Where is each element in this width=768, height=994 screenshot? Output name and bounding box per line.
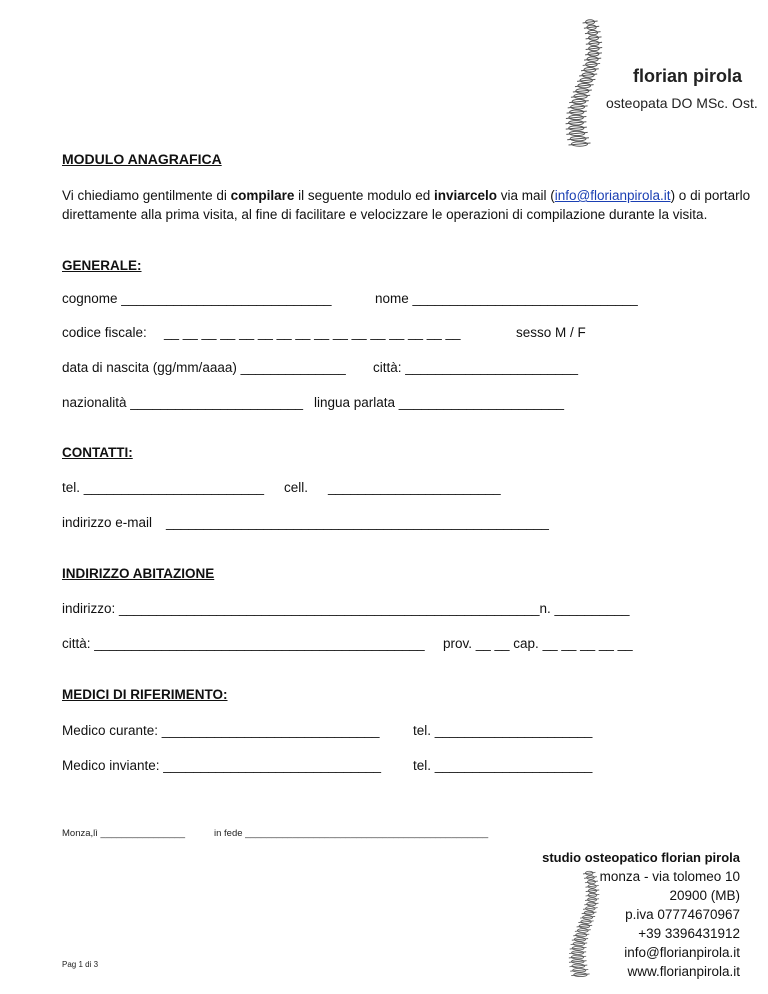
studio-email: info@florianpirola.it	[624, 945, 740, 960]
section-generale: GENERALE:	[62, 258, 142, 273]
email-label: indirizzo e-mail	[62, 515, 153, 530]
section-medici: MEDICI DI RIFERIMENTO:	[62, 687, 228, 702]
studio-name: studio osteopatico florian pirola	[542, 850, 740, 865]
studio-piva: p.iva 07774670967	[625, 907, 740, 922]
medico-inviante-tel-field[interactable]: tel. _____________________	[413, 758, 593, 773]
cell-field[interactable]: _______________________	[328, 480, 501, 495]
nazionalita-field[interactable]: nazionalità _______________________	[62, 395, 303, 410]
email-link[interactable]: info@florianpirola.it	[554, 188, 671, 203]
codice-fiscale-field[interactable]: __ __ __ __ __ __ __ __ __ __ __ __ __ __ __ __	[164, 325, 461, 340]
tel-field[interactable]: tel. ________________________	[62, 480, 264, 495]
citta-nascita-field[interactable]: città: _______________________	[373, 360, 578, 375]
codice-fiscale-label: codice fiscale:	[62, 325, 147, 340]
sesso-field[interactable]: sesso M / F	[516, 325, 586, 340]
indirizzo-field[interactable]: indirizzo: ________________________________________________________n. __________	[62, 601, 630, 616]
studio-address: monza - via tolomeo 10	[599, 869, 740, 884]
data-nascita-field[interactable]: data di nascita (gg/mm/aaaa) ______________	[62, 360, 346, 375]
brand-name: florian pirola	[633, 66, 743, 86]
page-title: MODULO ANAGRAFICA	[62, 151, 222, 167]
firma-field[interactable]: in fede ______________________________________________	[214, 828, 489, 839]
section-abitazione: INDIRIZZO ABITAZIONE	[62, 566, 215, 581]
citta-field[interactable]: città: ____________________________________________	[62, 636, 425, 651]
email-field[interactable]: ___________________________________________________	[166, 515, 549, 530]
prov-cap-field[interactable]: prov. __ __ cap. __ __ __ __ __	[443, 636, 633, 651]
page-number: Pag 1 di 3	[62, 960, 99, 969]
studio-phone: +39 3396431912	[638, 926, 740, 941]
brand-subtitle: osteopata DO MSc. Ost.	[606, 95, 758, 111]
section-contatti: CONTATTI:	[62, 445, 133, 460]
lingua-field[interactable]: lingua parlata ______________________	[314, 395, 564, 410]
cognome-field[interactable]: cognome ____________________________	[62, 291, 332, 306]
studio-web: www.florianpirola.it	[627, 964, 740, 979]
medico-curante-tel-field[interactable]: tel. _____________________	[413, 723, 593, 738]
spine-logo	[555, 18, 615, 153]
cell-label: cell.	[284, 480, 309, 495]
medico-inviante-field[interactable]: Medico inviante: _____________________________	[62, 758, 382, 773]
luogo-data-field[interactable]: Monza,lì ________________	[62, 828, 186, 839]
studio-cap: 20900 (MB)	[669, 888, 740, 903]
nome-field[interactable]: nome ______________________________	[375, 291, 638, 306]
medico-curante-field[interactable]: Medico curante: _____________________________	[62, 723, 380, 738]
intro-paragraph: Vi chiediamo gentilmente di compilare il seguente modulo ed inviarcelo via mail (info@florianpirola.it) o di portarlo direttamente alla prima visita, al fine di facilitare e velocizzare le operazioni di compilazione durante la visita.	[62, 188, 751, 222]
studio-contact-block	[542, 848, 740, 981]
